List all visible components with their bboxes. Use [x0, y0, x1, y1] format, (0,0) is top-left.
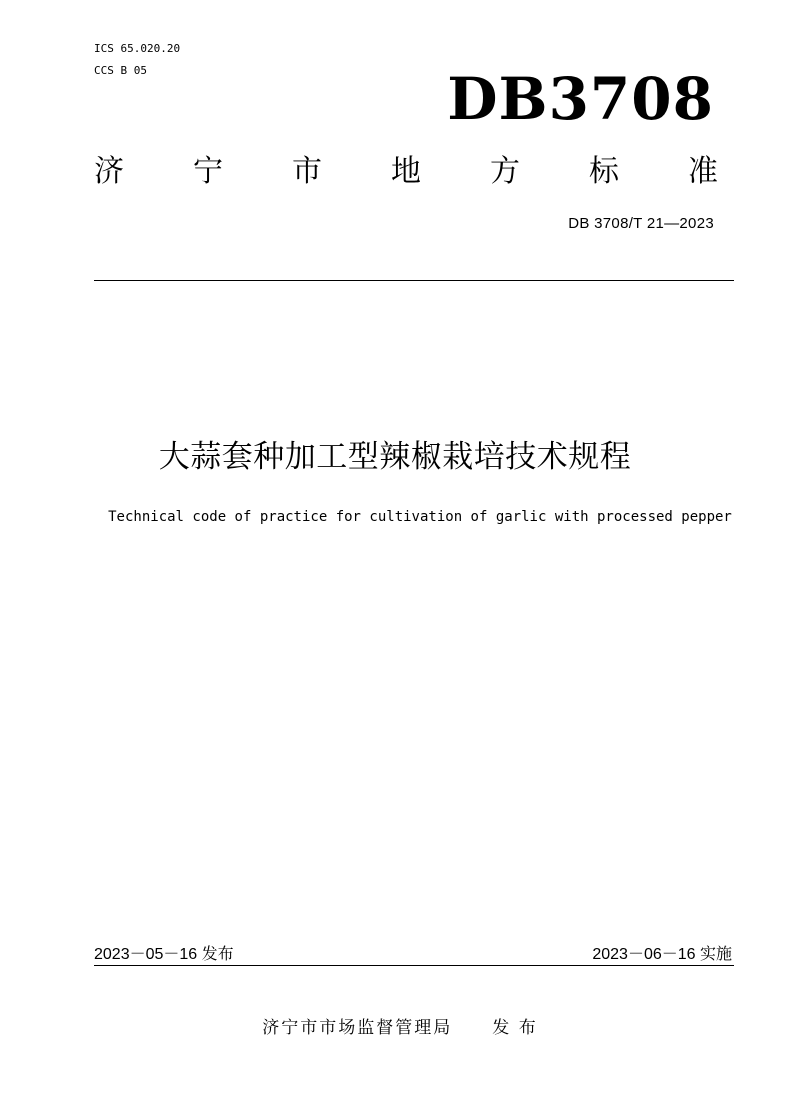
standard-type-char: 济 — [94, 154, 124, 189]
standard-type-heading — [94, 150, 718, 194]
standard-number: DB 3708/T 21—2023 — [568, 215, 714, 232]
db-logo: DB3708 — [447, 65, 714, 133]
document-title-chinese: 大蒜套种加工型辣椒栽培技术规程 — [158, 439, 632, 475]
standard-type-char: 准 — [688, 154, 718, 189]
implementation-date: 2023－06－16 实施 — [592, 946, 732, 963]
publisher-name: 济宁市市场监督管理局 — [262, 1018, 453, 1038]
standard-type-char: 方 — [490, 154, 520, 189]
ics-code: ICS 65.020.20 — [94, 42, 181, 55]
standard-type-char: 市 — [292, 154, 322, 189]
publisher-action: 发 布 — [492, 1018, 538, 1038]
footer-divider — [94, 965, 734, 966]
issue-date: 2023－05－16 发布 — [94, 946, 234, 963]
standard-type-char: 地 — [391, 154, 421, 189]
document-title-english: Technical code of practice for cultivation of garlic with processed pepper — [108, 509, 732, 525]
publisher-line — [0, 1016, 790, 1040]
standard-type-char: 宁 — [193, 154, 223, 189]
ccs-code: CCS B 05 — [94, 64, 147, 77]
standard-type-char: 标 — [589, 154, 619, 189]
header-divider — [94, 280, 734, 281]
